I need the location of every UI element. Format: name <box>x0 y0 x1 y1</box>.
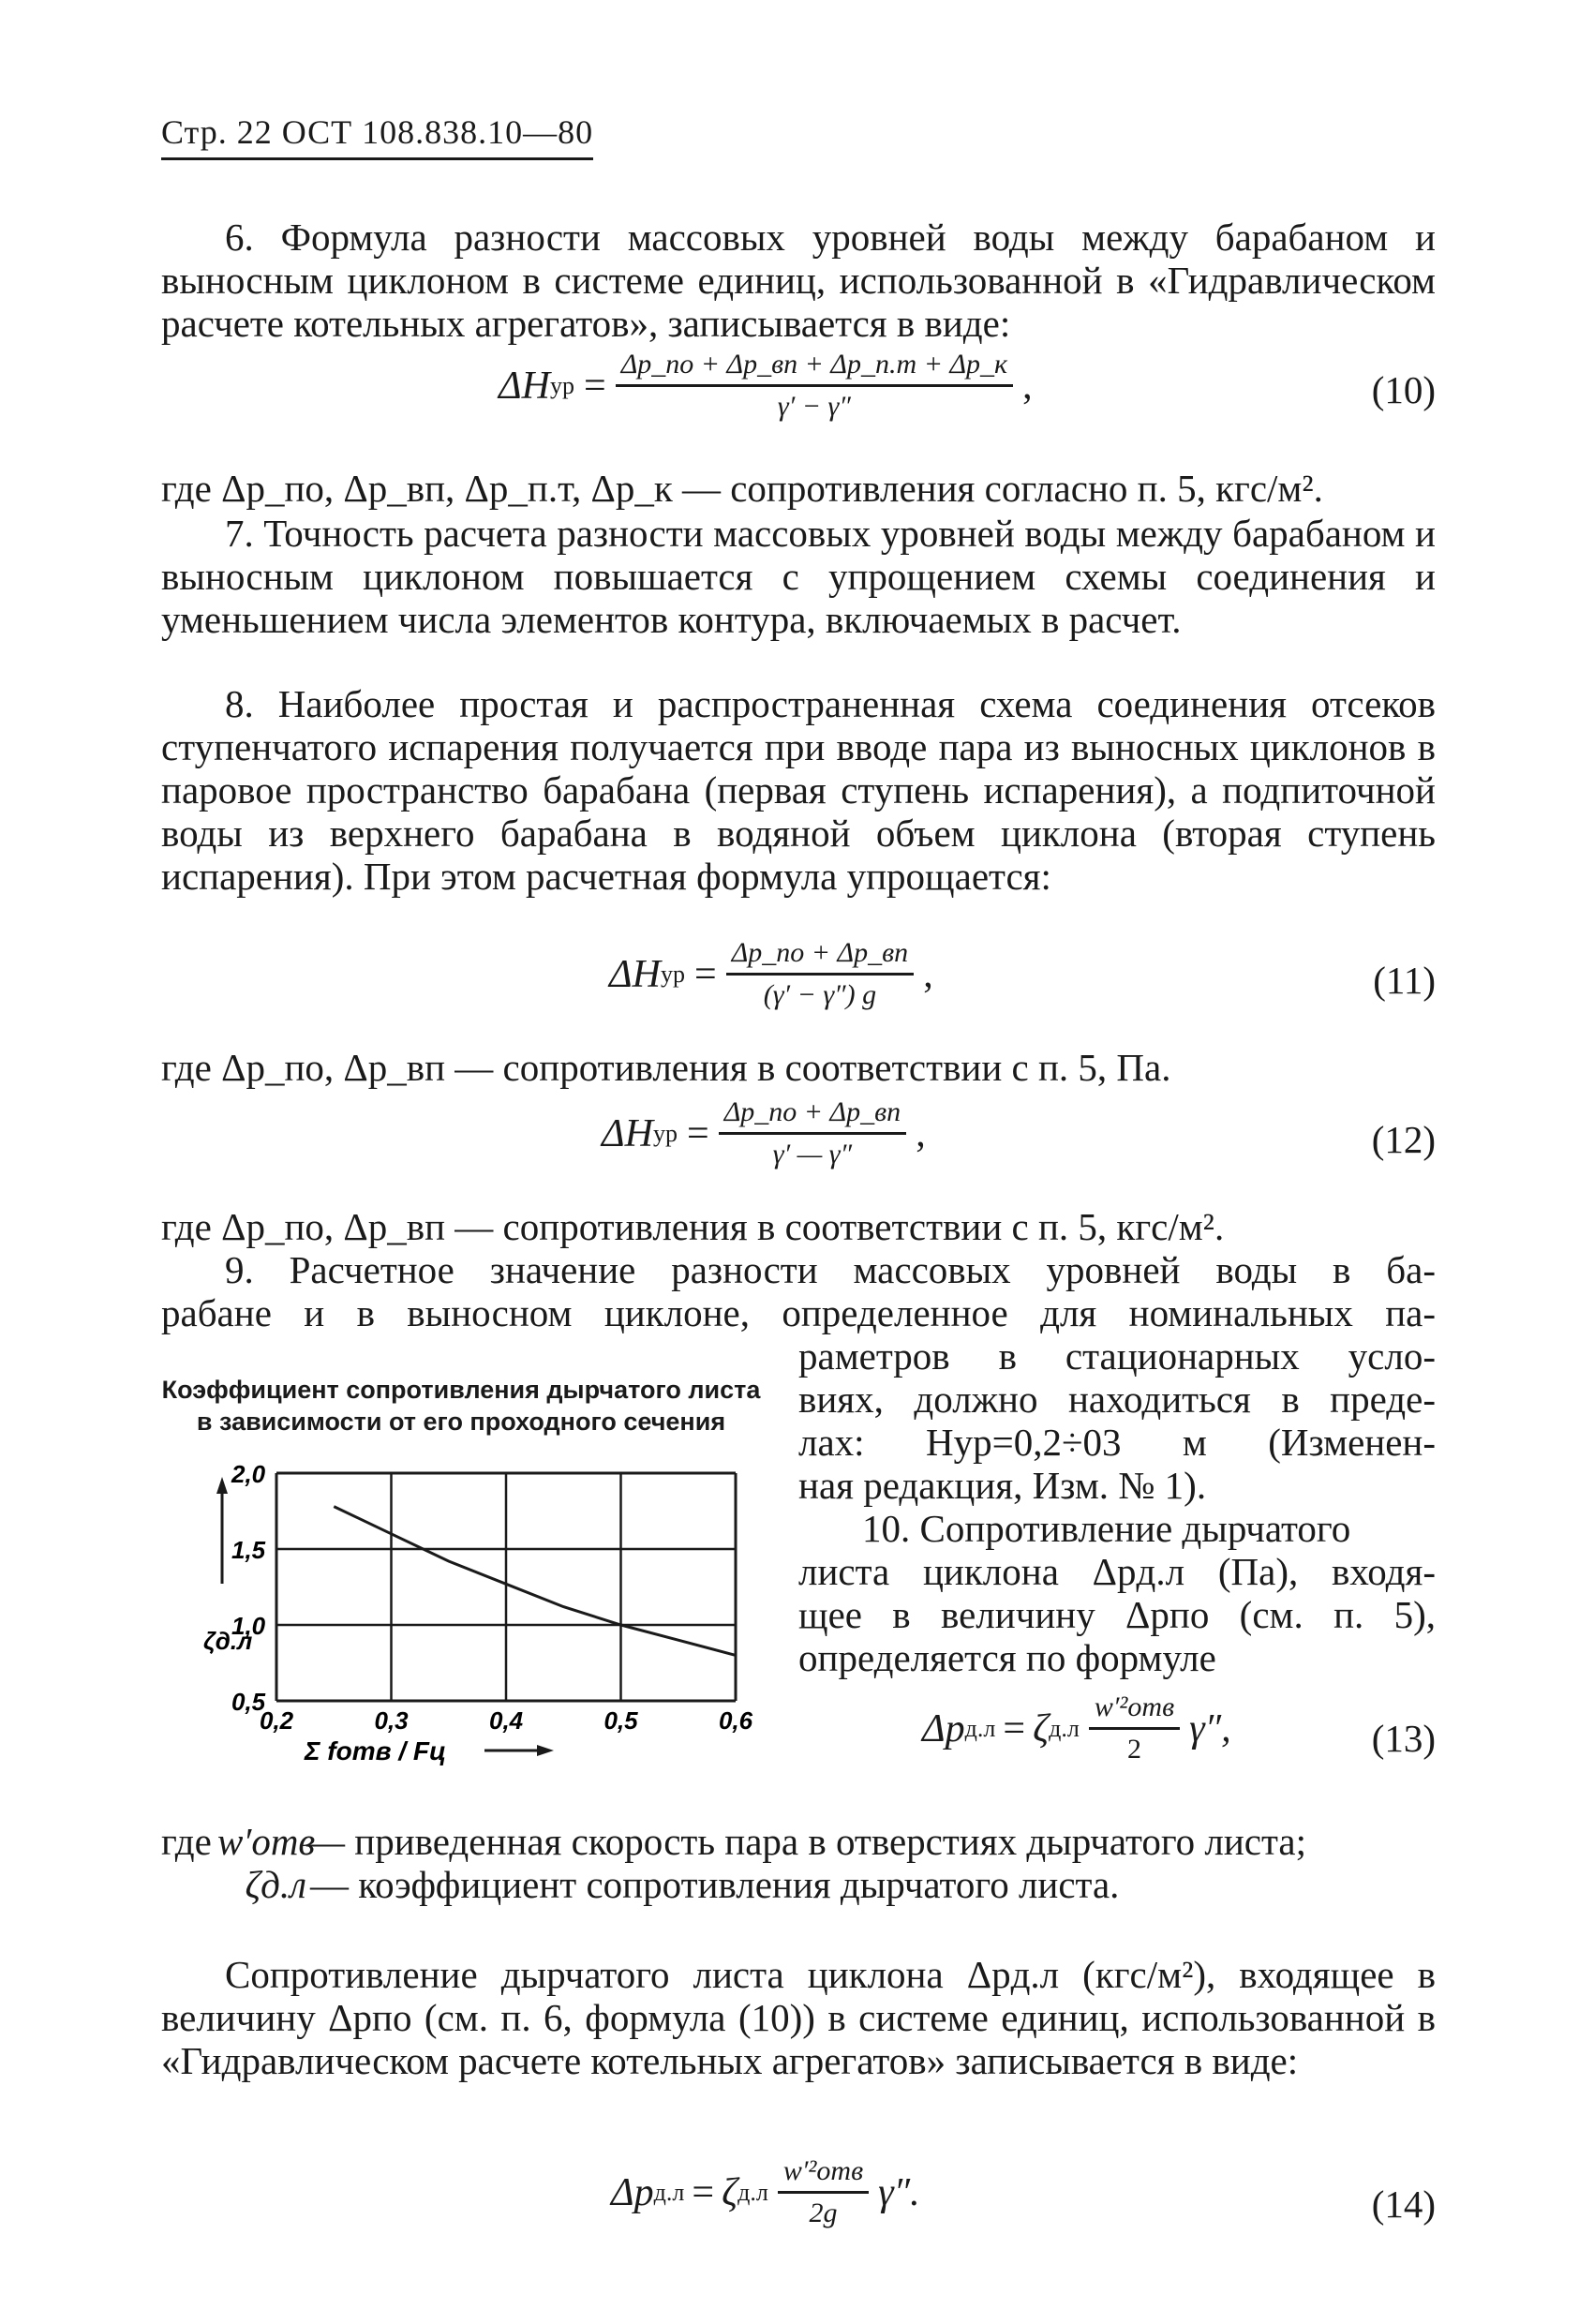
formula-14-lhs: Δp <box>611 2170 654 2214</box>
formula-13-zeta-sub: д.л <box>1049 1714 1080 1742</box>
x-tick-label: 0,2 <box>260 1706 294 1735</box>
paragraph-final <box>161 1953 1436 2082</box>
formula-14 <box>161 2155 1436 2258</box>
item-9-right-line-1: раметров в стационарных усло- <box>798 1334 1436 1378</box>
formula-14-lhs-sub: д.л <box>653 2178 685 2206</box>
final-paragraph-text: Сопротивление дырчатого листа циклона Δpд.л (кгс/м²), входящее в величину Δpпо (см. п. 6, формула (10)) в системе единиц, использованной в «Гидравлическом расчете котельных агрегатов» записывается в виде: <box>161 1953 1436 2082</box>
chart-series-line <box>334 1507 736 1656</box>
item-8-text: 8. Наиболее простая и распространенная схема соединения отсеков ступенчатого испарения получается при вводе пара из выносных циклонов в паровое пространство барабана (первая ступень испарения), а подпиточной воды из верхнего барабана в водяной объем циклона (вторая ступень испарения). При этом расчетная формула упрощается: <box>161 682 1436 898</box>
item-9-right-line-2: виях, должно находиться в преде- <box>798 1378 1436 1421</box>
formula-12-tail: , <box>916 1111 926 1155</box>
definition-2-text: — коэффициент сопротивления дырчатого листа. <box>310 1863 1120 1906</box>
x-tick-label: 0,4 <box>489 1706 524 1735</box>
formula-11-numerator: Δp_по + Δp_вп <box>726 937 914 976</box>
formula-12-eq: = <box>687 1111 709 1155</box>
symbol-definitions <box>161 1820 1436 1906</box>
item-10-line-4: определяется по формуле <box>798 1636 1216 1679</box>
formula-14-zeta: ζ <box>722 2170 738 2214</box>
definition-1-symbol: w′отв <box>217 1820 316 1863</box>
formula-10-tail: , <box>1022 364 1033 408</box>
formula-14-tail: γ″. <box>878 2170 920 2214</box>
formula-11-denominator: (γ′ − γ″) g <box>763 979 877 1010</box>
paragraph-item-6 <box>161 216 1436 345</box>
formula-11-eq: = <box>694 952 717 996</box>
formula-13-eq: = <box>1003 1706 1026 1750</box>
formula-11-number: (11) <box>1373 959 1436 1002</box>
formula-11-tail: , <box>923 952 933 996</box>
item-10-line-1: 10. Сопротивление дырчатого <box>862 1507 1351 1550</box>
item-9-line-1: 9. Расчетное значение разности массовых уровней воды в ба- <box>225 1248 1436 1291</box>
formula-12-numerator: Δp_по + Δp_вп <box>719 1096 906 1135</box>
where-word: где <box>161 1820 212 1863</box>
formula-13-lhs: Δp <box>922 1706 965 1750</box>
formula-10-denominator: γ′ − γ″ <box>777 391 851 422</box>
x-tick-label: 0,6 <box>719 1706 753 1735</box>
formula-13-number: (13) <box>1371 1717 1436 1760</box>
x-tick-label: 0,5 <box>603 1706 638 1735</box>
paragraph-item-7 <box>161 512 1436 641</box>
formula-13-fraction <box>1089 1691 1180 1765</box>
formula-12-lhs-sub: ур <box>652 1119 678 1147</box>
y-axis-label: ζд.л <box>203 1627 253 1655</box>
formula-11 <box>161 937 1436 1021</box>
paragraph-item-9 <box>161 1248 1436 1334</box>
formula-10-fraction <box>616 349 1013 423</box>
formula-11-lhs: ΔH <box>609 952 661 996</box>
formula-12-denominator: γ′ — γ″ <box>772 1139 853 1169</box>
item-9-line-2: рабане и в выносном циклоне, определенное для номинальных па- <box>161 1291 1436 1334</box>
formula-11-lhs-sub: ур <box>660 960 686 988</box>
formula-14-numerator: w′²отв <box>778 2155 869 2194</box>
formula-13 <box>161 1691 1436 1795</box>
formula-10-numerator: Δp_по + Δp_вп + Δp_п.т + Δp_к <box>616 349 1013 387</box>
formula-11-fraction <box>726 937 914 1011</box>
formula-10-number: (10) <box>1371 368 1436 411</box>
formula-14-number: (14) <box>1371 2182 1436 2226</box>
paragraph-where-11 <box>161 1046 1436 1089</box>
formula-13-zeta: ζ <box>1033 1706 1050 1750</box>
formula-13-lhs-sub: д.л <box>964 1714 996 1742</box>
figure-caption: Коэффициент сопротивления дырчатого листа в зависимости от его проходного сечения <box>161 1376 761 1436</box>
y-tick-label: 1,5 <box>231 1536 266 1564</box>
paragraph-where-10 <box>161 467 1436 510</box>
definition-2-symbol: ζд.л <box>245 1863 306 1906</box>
item-6-text: 6. Формула разности массовых уровней воды между барабаном и выносным циклоном в системе единиц, использованной в «Гидравлическом расчете котельных агрегатов», записывается в виде: <box>161 216 1436 345</box>
formula-12-fraction <box>719 1096 906 1170</box>
formula-14-eq: = <box>692 2170 715 2214</box>
where-10-text: где Δp_по, Δp_вп, Δp_п.т, Δp_к — сопротивления согласно п. 5, кгс/м². <box>161 467 1323 510</box>
formula-13-denominator: 2 <box>1126 1734 1141 1765</box>
item-10-line-3: щее в величину Δpпо (см. п. 5), <box>798 1593 1436 1636</box>
formula-13-numerator: w′²отв <box>1089 1691 1180 1730</box>
y-tick-label: 2,0 <box>231 1462 266 1488</box>
y-tick-label: 1,0 <box>231 1612 266 1640</box>
formula-12-lhs: ΔH <box>602 1111 653 1155</box>
formula-12-number: (12) <box>1371 1118 1436 1161</box>
chart-grid <box>276 1473 736 1701</box>
formula-14-fraction <box>778 2155 869 2229</box>
formula-10-eq: = <box>584 364 606 408</box>
paragraph-where-12 <box>161 1205 1436 1248</box>
definition-1-text: — приведенная скорость пара в отверстиях дырчатого листа; <box>306 1820 1307 1863</box>
formula-10-lhs: ΔH <box>499 364 550 408</box>
formula-13-tail: γ″, <box>1189 1706 1231 1750</box>
definition-row-1 <box>161 1820 1436 1863</box>
formula-10 <box>161 349 1436 433</box>
definition-row-2 <box>161 1863 1436 1906</box>
x-axis-label: Σ fотв / Fц <box>305 1736 447 1765</box>
right-column-text <box>798 1334 1436 1679</box>
paragraph-item-8 <box>161 682 1436 898</box>
where-12-text: где Δp_по, Δp_вп — сопротивления в соответствии с п. 5, кгс/м². <box>161 1205 1225 1248</box>
y-axis-arrow-head <box>216 1477 228 1494</box>
item-7-text: 7. Точность расчета разности массовых уровней воды между барабаном и выносным циклоном повышается с упрощением схемы соединения и уменьшением числа элементов контура, включаемых в расчет. <box>161 512 1436 641</box>
item-10-line-2: листа циклона Δpд.л (Па), входя- <box>798 1550 1436 1593</box>
formula-12 <box>161 1096 1436 1181</box>
page-header: Стр. 22 ОСТ 108.838.10—80 <box>161 112 593 160</box>
item-9-right-line-4: ная редакция, Изм. № 1). <box>798 1464 1207 1507</box>
x-tick-label: 0,3 <box>374 1706 409 1735</box>
y-tick-label: 0,5 <box>231 1688 266 1716</box>
formula-14-denominator: 2g <box>809 2197 838 2228</box>
where-11-text: где Δp_по, Δp_вп — сопротивления в соответствии с п. 5, Па. <box>161 1046 1171 1089</box>
formula-14-zeta-sub: д.л <box>737 2178 768 2206</box>
item-9-right-line-3: лах: Hур=0,2÷03 м (Изменен- <box>798 1421 1436 1464</box>
formula-10-lhs-sub: ур <box>549 371 575 399</box>
